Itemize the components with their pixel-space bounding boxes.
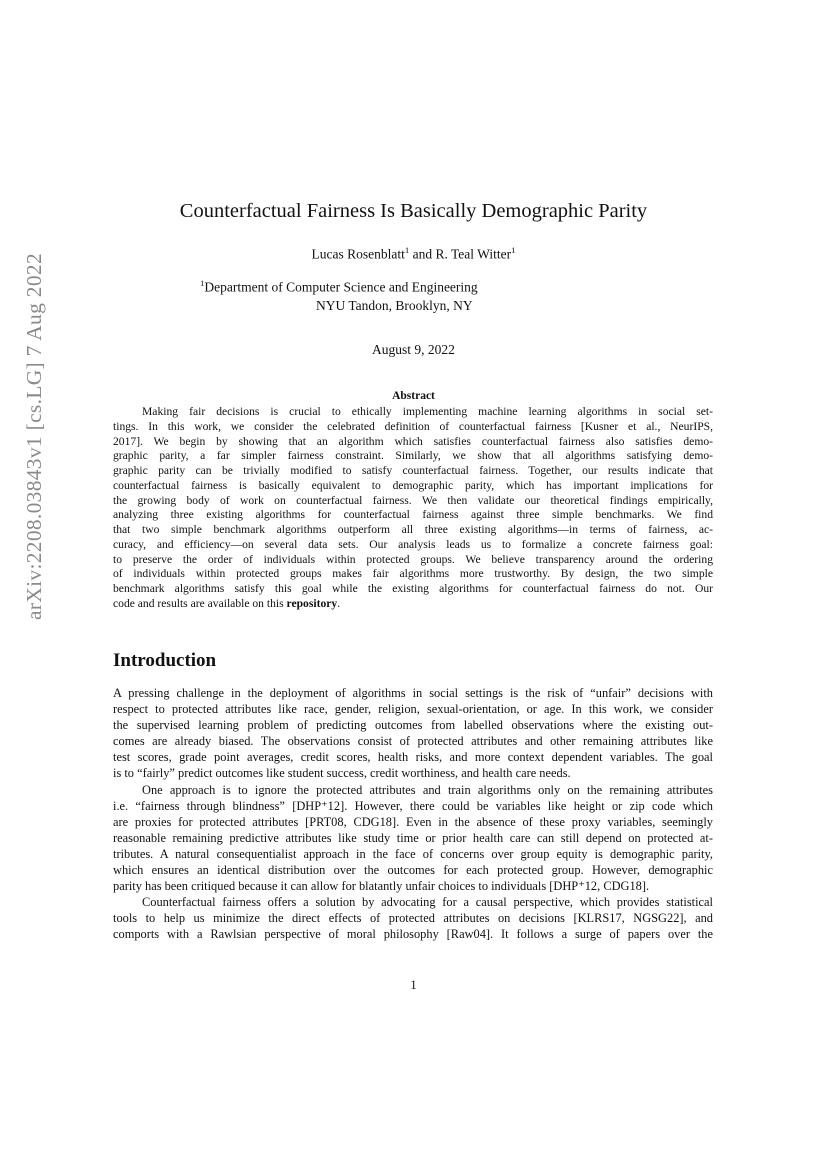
author-list [0,245,827,263]
introduction-body [113,685,713,943]
introduction-line: One approach is to ignore the protected attributes and train algorithms only on the remaining attributes [142,782,713,797]
abstract-line: analyzing three existing algorithms for counterfactual fairness against three simple benchmarks. We find [113,508,713,522]
abstract-line: graphic parity can be trivially modified to satisfy counterfactual fairness. Together, our results indicate that [113,464,713,477]
abstract-heading: Abstract [392,390,435,402]
introduction-line: are proxies for protected attributes [PRT08, CDG18]. Even in the absence of these proxy variables, seemingly [113,814,713,829]
introduction-line: tributes. A natural consequentialist approach in the face of concerns over group equity is demographic parity, [113,846,713,861]
introduction-line: parity has been critiqued because it can allow for blatantly unfair choices to individuals [DHP⁺12, CDG18]. [113,879,650,894]
page-number: 1 [410,978,417,992]
introduction-line: which ensures an identical distribution over the outcomes for each protected group. However, demographic [113,863,713,878]
introduction-line: Counterfactual fairness offers a solution by advocating for a causal perspective, which provides statistical [142,895,713,910]
affiliation-department [200,278,478,296]
introduction-line: i.e. “fairness through blindness” [DHP⁺12]. However, there could be variables like height or zip code which [113,798,713,813]
introduction-line: is to “fairly” predict outcomes like student success, credit worthiness, and health care needs. [113,766,571,781]
introduction-line: A pressing challenge in the deployment of algorithms in social settings is the risk of “unfair” decisions with [113,686,713,700]
affiliation-location: NYU Tandon, Brooklyn, NY [316,298,473,313]
author-name: Lucas Rosenblatt [311,246,405,262]
arxiv-identifier-stamp: arXiv:2208.03843v1 [cs.LG] 7 Aug 2022 [22,252,46,620]
abstract-line: benchmark algorithms satisfy this goal while the existing algorithms for counterfactual fairness do not. Our [113,582,713,595]
department-name: Department of Computer Science and Engineering [204,279,478,295]
abstract-line: 2017]. We begin by showing that an algorithm which satisfies counterfactual fairness also satisfies demo- [113,434,713,448]
abstract-line: counterfactual fairness is basically equivalent to demographic parity, which has important implications for [113,478,713,492]
affiliation-marker: 1 [511,245,516,255]
introduction-line: the supervised learning problem of predicting outcomes from labelled observations where the existing out- [113,718,713,733]
introduction-line: tools to help us minimize the direct effects of protected attributes on decisions [KLRS17, NGSG22], and [113,911,713,926]
introduction-line: comes are already biased. The observations consist of protected attributes and other remaining attributes like [113,734,713,749]
abstract-line: tings. In this work, we consider the celebrated definition of counterfactual fairness [Kusner et al., NeurIPS, [113,419,713,433]
introduction-heading: Introduction [113,650,217,671]
abstract-line: of individuals within protected groups makes fair algorithms more trustworthy. By design, the two simple [113,567,713,581]
abstract-line: curacy, and efficiency—on several data sets. Our analysis leads us to formalize a concrete fairness goal: [113,537,713,551]
introduction-line: respect to protected attributes like race, gender, religion, sexual-orientation, or age. In this work, we consider [113,702,713,717]
abstract-text: . [337,596,341,610]
abstract-text: code and results are available on this [113,596,287,610]
abstract-line: the growing body of work on counterfactual fairness. We then validate our theoretical findings empirically, [113,493,713,507]
abstract-line: Making fair decisions is crucial to ethically implementing machine learning algorithms in social set- [142,405,713,418]
abstract-line [113,597,713,612]
abstract-line: that two simple benchmark algorithms outperform all three existing algorithms—in terms of fairness, ac- [113,523,713,536]
author-name: R. Teal Witter [435,246,512,262]
repository-link[interactable]: repository [286,596,338,610]
introduction-line: comports with a Rawlsian perspective of moral philosophy [Raw04]. It follows a surge of papers over the [113,927,713,942]
introduction-line: test scores, grade point averages, credit scores, health risks, and more context dependent variables. The goal [113,750,713,765]
affiliation-marker: 1 [404,245,410,255]
abstract-line: graphic parity, a far simpler fairness constraint. Similarly, we show that all algorithms satisfying demo- [113,449,713,463]
affiliation-marker: 1 [200,278,205,288]
paper-date: August 9, 2022 [372,342,455,357]
paper-title: Counterfactual Fairness Is Basically Demographic Parity [179,200,648,222]
abstract-line: to preserve the order of individuals within protected groups. We believe transparency around the ordering [113,552,713,566]
introduction-line: reasonable remaining predictive attributes like study time or prior health care can still depend on protected at- [113,830,713,845]
author-separator: and [409,246,436,262]
abstract-body [113,405,713,612]
